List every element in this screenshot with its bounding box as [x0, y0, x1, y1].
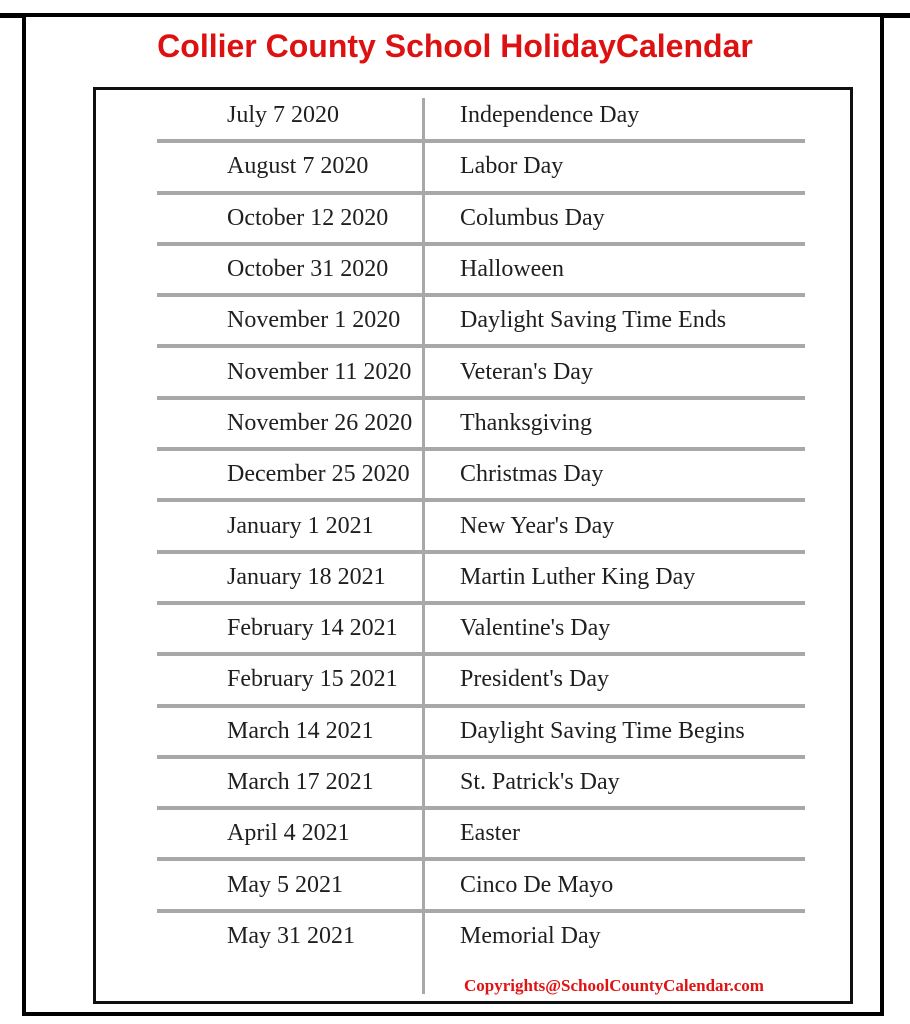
holiday-cell: Memorial Day	[460, 922, 601, 949]
holiday-cell: Columbus Day	[460, 204, 605, 231]
table-row	[96, 295, 850, 346]
table-row	[96, 757, 850, 808]
holiday-rows	[96, 90, 850, 962]
date-cell: November 11 2020	[227, 358, 412, 385]
holiday-cell: Easter	[460, 820, 520, 847]
table-row	[96, 193, 850, 244]
table-row	[96, 90, 850, 141]
holiday-cell: Christmas Day	[460, 461, 604, 488]
date-cell: January 1 2021	[227, 512, 374, 539]
holiday-cell: Independence Day	[460, 102, 640, 129]
table-row	[96, 449, 850, 500]
copyright-row	[96, 976, 850, 996]
date-cell: August 7 2020	[227, 153, 369, 180]
table-row	[96, 706, 850, 757]
holiday-cell: Thanksgiving	[460, 409, 592, 436]
date-cell: March 17 2021	[227, 769, 374, 795]
table-row	[96, 859, 850, 910]
holiday-cell: Cinco De Mayo	[460, 871, 614, 898]
table-row	[96, 552, 850, 603]
date-cell: November 1 2020	[227, 307, 401, 334]
table-row	[96, 346, 850, 397]
date-cell: February 14 2021	[227, 615, 398, 642]
table-row	[96, 398, 850, 449]
table-row	[96, 603, 850, 654]
page-title: Collier County School HolidayCalendar	[157, 28, 753, 64]
table-row	[96, 911, 850, 962]
date-cell: February 15 2021	[227, 666, 398, 693]
table-row	[96, 244, 850, 295]
column-divider-line	[422, 98, 425, 994]
holiday-cell: Halloween	[460, 256, 564, 283]
date-cell: March 14 2021	[227, 717, 374, 744]
table-row	[96, 141, 850, 192]
date-cell: December 25 2020	[227, 461, 410, 488]
holiday-cell: St. Patrick's Day	[460, 769, 620, 795]
copyright-text: Copyrights@SchoolCountyCalendar.com	[464, 976, 764, 995]
holiday-cell: Valentine's Day	[460, 615, 611, 642]
date-cell: May 5 2021	[227, 871, 343, 898]
holiday-cell: Veteran's Day	[460, 358, 593, 385]
date-cell: November 26 2020	[227, 409, 413, 436]
table-row	[96, 654, 850, 705]
holiday-cell: Martin Luther King Day	[460, 563, 696, 590]
table-row	[96, 808, 850, 859]
holiday-cell: New Year's Day	[460, 512, 615, 539]
holiday-cell: President's Day	[460, 666, 609, 693]
holiday-cell: Daylight Saving Time Begins	[460, 717, 745, 744]
date-cell: October 12 2020	[227, 204, 389, 231]
date-cell: July 7 2020	[227, 102, 340, 129]
holiday-cell: Labor Day	[460, 153, 564, 180]
holiday-cell: Daylight Saving Time Ends	[460, 307, 727, 334]
date-cell: January 18 2021	[227, 563, 386, 590]
table-row	[96, 500, 850, 551]
date-cell: October 31 2020	[227, 256, 389, 283]
date-cell: May 31 2021	[227, 922, 355, 949]
date-cell: April 4 2021	[227, 820, 350, 847]
holiday-table	[93, 87, 853, 1004]
